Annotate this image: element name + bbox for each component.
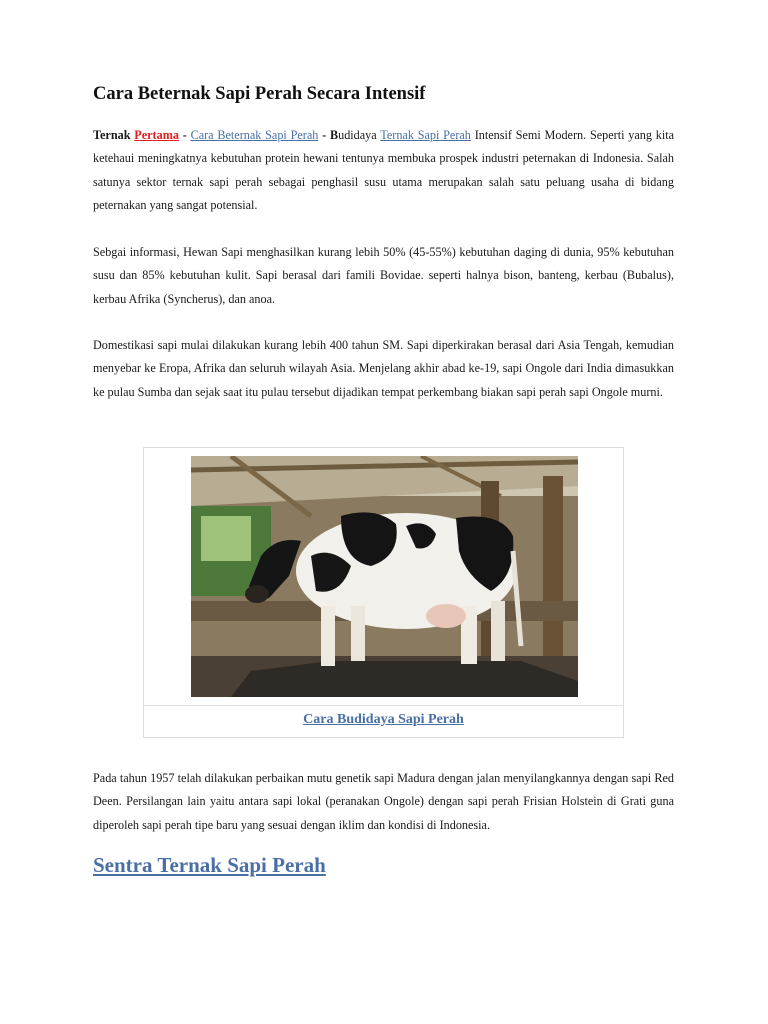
- dash-separator: -: [318, 128, 330, 142]
- pertama-link[interactable]: Pertama: [134, 128, 179, 142]
- holstein-cow-photo[interactable]: [191, 456, 578, 697]
- caption-divider: [144, 705, 623, 706]
- figure-caption[interactable]: Cara Budidaya Sapi Perah: [303, 712, 464, 727]
- ternak-label: Ternak: [93, 128, 131, 142]
- intro-paragraph: [93, 124, 674, 217]
- cow-illustration: [191, 456, 578, 697]
- section-heading-link[interactable]: Sentra Ternak Sapi Perah: [93, 853, 326, 877]
- dash-separator: -: [178, 128, 191, 142]
- intro-body-text: Intensif Semi Modern. Seperti yang kita ketehaui meningkatnya kebutuhan protein hewani tentunya membuka prospek industri peternakan di Indonesia. Salah satunya sektor ternak sapi perah sebagai penghasil susu utama merupakan salah satu peluang usaha di bidang peternakan yang sangat potensial.: [93, 128, 675, 212]
- genetics-paragraph: Pada tahun 1957 telah dilakukan perbaikan mutu genetik sapi Madura dengan jalan menyilangkannya dengan sapi Red Deen. Persilangan lain yaitu antara sapi lokal (peranakan Ongole) dengan sapi perah Frisian Holstein di Grati guna diperoleh sapi perah tipe baru yang sesuai dengan iklim dan kondisi di Indonesia.: [93, 771, 674, 832]
- article-title: Cara Beternak Sapi Perah Secara Intensif: [93, 84, 426, 104]
- cow-figure: [143, 447, 624, 738]
- info-paragraph: Sebgai informasi, Hewan Sapi menghasilkan kurang lebih 50% (45-55%) kebutuhan daging di dunia, 95% kebutuhan susu dan 85% kebutuhan kulit. Sapi berasal dari famili Bovidae. seperti halnya bison, banteng, kerbau (Bubalus), kerbau Afrika (Syncherus), dan anoa.: [93, 245, 674, 306]
- cara-beternak-link[interactable]: Cara Beternak Sapi Perah: [190, 128, 319, 142]
- budidaya-text: udidaya: [338, 128, 381, 142]
- ternak-sapi-perah-link[interactable]: Ternak Sapi Perah: [380, 128, 471, 142]
- budidaya-initial: B: [329, 128, 339, 142]
- domestication-paragraph: Domestikasi sapi mulai dilakukan kurang lebih 400 tahun SM. Sapi diperkirakan berasal dari Asia Tengah, kemudian menyebar ke Eropa, Afrika dan seluruh wilayah Asia. Menjelang akhir abad ke-19, sapi Ongole dari India dimasukkan ke pulau Sumba dan sejak saat itu pulau tersebut dijadikan tempat perkembang biakan sapi perah sapi Ongole murni.: [93, 338, 674, 399]
